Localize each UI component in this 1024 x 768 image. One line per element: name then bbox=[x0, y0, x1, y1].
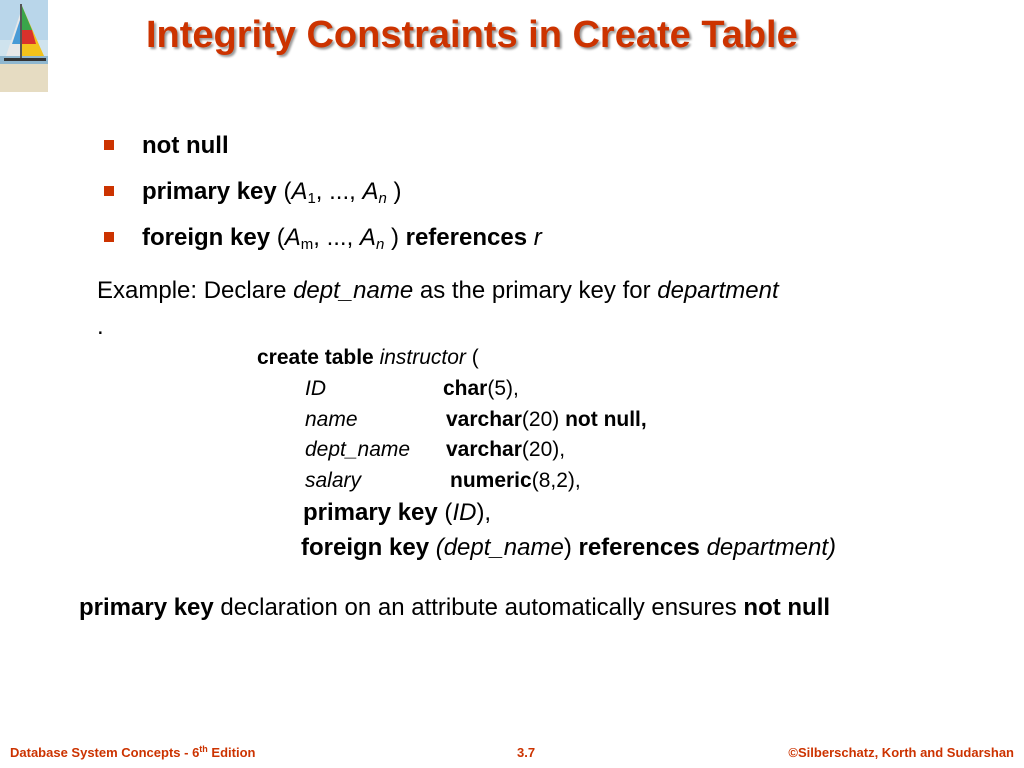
footer-page-number: 3.7 bbox=[517, 745, 536, 760]
code-primary-key-line: primary key (ID), bbox=[303, 499, 492, 526]
bullet-square-icon bbox=[104, 186, 114, 196]
keyword: primary key bbox=[142, 178, 277, 205]
footer-book-title: Database System Concepts - 6th Edition bbox=[10, 744, 256, 760]
keyword: foreign key bbox=[142, 224, 271, 251]
page-title: Integrity Constraints in Create Table bbox=[146, 14, 798, 56]
code-col-type: varchar(20), bbox=[446, 438, 566, 461]
code-col-type: varchar(20) not null, bbox=[446, 408, 647, 431]
footer-copyright: ©Silberschatz, Korth and Sudarshan bbox=[788, 745, 1014, 760]
code-foreign-key-line: foreign key (dept_name) references department) bbox=[301, 534, 836, 561]
bullet-square-icon bbox=[104, 140, 114, 150]
code-col-name: name bbox=[305, 408, 358, 431]
code-col-name: salary bbox=[305, 469, 362, 492]
sailboat-icon bbox=[0, 0, 48, 92]
example-period: . bbox=[97, 313, 104, 340]
code-col-type: char(5), bbox=[443, 377, 519, 400]
keyword: not null bbox=[142, 132, 229, 159]
code-col-name: ID bbox=[305, 377, 326, 400]
code-col-name: dept_name bbox=[305, 438, 411, 461]
code-col-type: numeric(8,2), bbox=[450, 469, 581, 492]
example-text: Example: Declare dept_name as the primary key for department bbox=[97, 277, 779, 304]
summary-note: primary key declaration on an attribute automatically ensures not null bbox=[79, 594, 831, 621]
bullet-square-icon bbox=[104, 232, 114, 242]
code-create-line: create table instructor ( bbox=[257, 346, 479, 369]
